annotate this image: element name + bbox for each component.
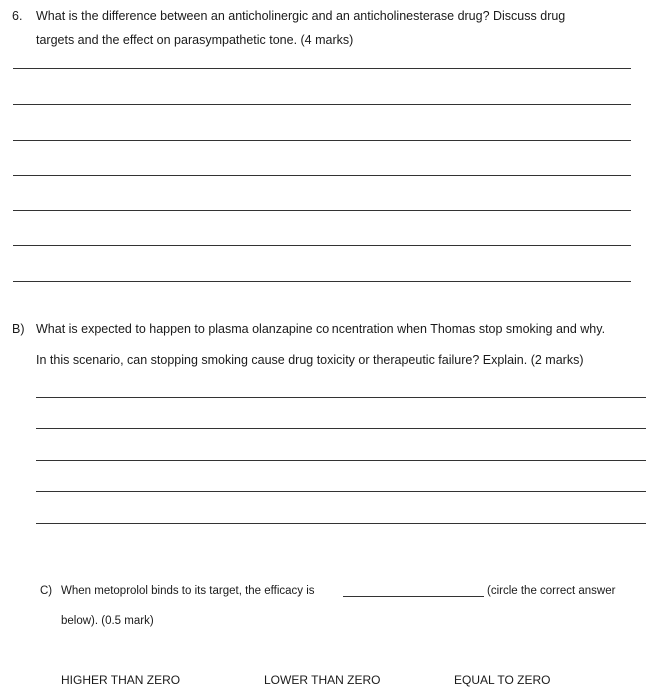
option-equal-to-zero[interactable]: EQUAL TO ZERO [454,673,551,687]
option-higher-than-zero[interactable]: HIGHER THAN ZERO [61,673,181,687]
answer-line [36,460,646,461]
answer-line [36,428,646,429]
question-text-line-1: When metoprolol binds to its target, the efficacy is [61,585,315,597]
answer-line [13,175,631,176]
question-text-line-1: What is expected to happen to plasma olanzapine co ncentration when Thomas stop smoking and why. [36,322,606,336]
answer-line [13,281,631,282]
question-label: B) [12,322,25,336]
answer-line [13,210,631,211]
answer-line [13,104,631,105]
answer-line [36,397,646,398]
option-lower-than-zero[interactable]: LOWER THAN ZERO [264,673,381,687]
question-text-line-1-end: (circle the correct answer [487,585,616,597]
answer-line [13,245,631,246]
answer-line [36,523,646,524]
fill-in-blank[interactable] [343,596,484,597]
question-number: 6. [12,9,23,23]
question-label: C) [40,585,53,597]
question-text-line-2: In this scenario, can stopping smoking cause drug toxicity or therapeutic failure? Explain. (2 marks) [36,353,584,367]
answer-line [36,491,646,492]
answer-line [13,68,631,69]
question-text-line-2: targets and the effect on parasympathetic tone. (4 marks) [36,33,354,47]
question-text-line-1: What is the difference between an anticholinergic and an anticholinesterase drug? Discuss drug [36,9,566,23]
question-text-line-2: below). (0.5 mark) [61,615,154,627]
answer-line [13,140,631,141]
